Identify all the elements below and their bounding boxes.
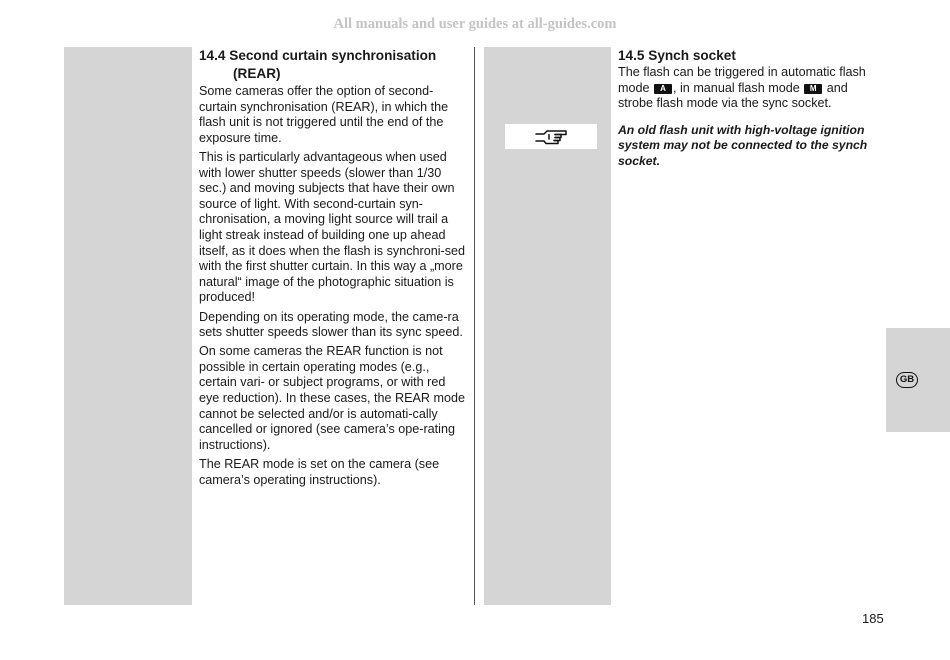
section-number: 14.4 <box>199 48 226 63</box>
section-title: Second curtain synchronisation (REAR) <box>229 48 437 81</box>
section-synch-socket <box>618 47 880 173</box>
watermark-text: All manuals and user guides at all-guides.com <box>333 16 617 32</box>
section-heading <box>199 47 467 83</box>
column-divider <box>474 47 475 605</box>
section-heading <box>618 47 880 65</box>
left-margin-bar <box>64 47 192 605</box>
note-indicator <box>505 124 597 149</box>
paragraph: The REAR mode is set on the camera (see camera’s operating instructions). <box>199 457 440 487</box>
paragraph: Some cameras offer the option of second-curtain synchronisation (REAR), in which the flash unit is not triggered until the end of the exposure time. <box>199 84 449 145</box>
language-badge: GB <box>896 372 918 388</box>
pointing-hand-icon <box>533 127 569 147</box>
manual-mode-icon: M <box>804 84 822 94</box>
auto-mode-icon: A <box>654 84 672 94</box>
section-number: 14.5 <box>618 48 645 63</box>
section-title: Synch socket <box>648 48 736 63</box>
warning-note: An old flash unit with high-voltage ignition system may not be connected to the synch socket. <box>618 122 868 168</box>
section-second-curtain <box>199 47 467 492</box>
paragraph: This is particularly advantageous when used with lower shutter speeds (slower than 1/30 sec.) and moving subjects that have their own source of light. With second-curtain syn-chronisation, a moving light source will trail a light streak instead of building one up ahead itself, as it does when the flash is synchroni-sed with the first shutter curtain. In this way a „more natural“ image of the photographic situation is produced! <box>199 149 465 305</box>
intro-paragraph: The flash can be triggered in automatic flash mode A , in manual flash mode M and strobe flash mode via the sync socket. <box>618 65 866 111</box>
page-number: 185 <box>862 611 884 626</box>
paragraph: On some cameras the REAR function is not possible in certain operating modes (e.g., certain vari- or subject programs, or with red eye reduction). In these cases, the REAR mode cannot be selected and/or is automati-cally cancelled or ignored (see camera’s ope-rating instructions). <box>199 344 466 452</box>
paragraph: Depending on its operating mode, the came-ra sets shutter speeds slower than its sync speed. <box>199 309 463 340</box>
